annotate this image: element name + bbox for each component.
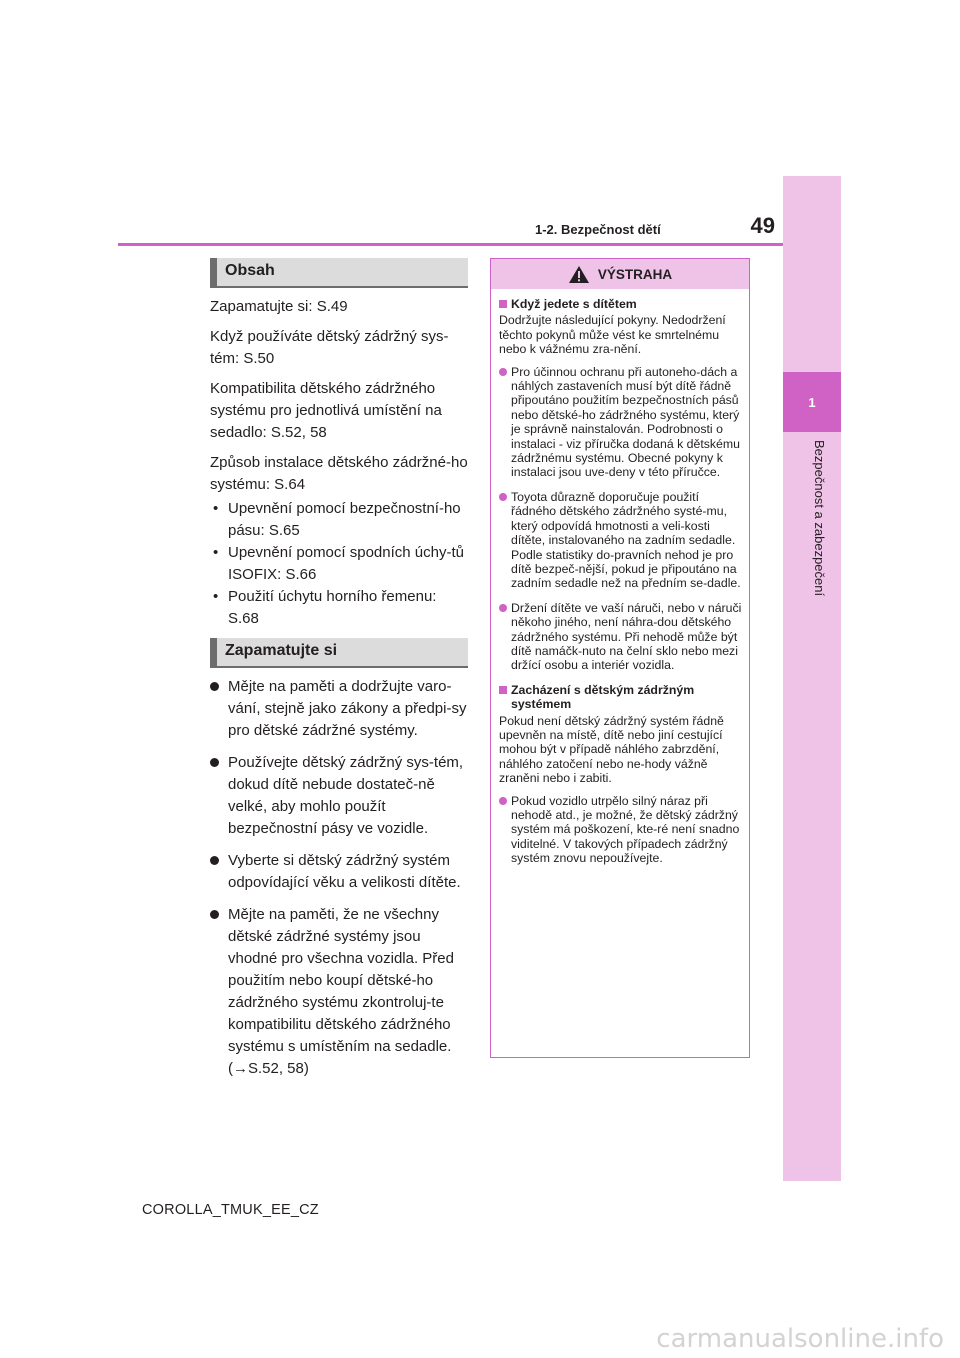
remember-item: Mějte na paměti, že ne všechny dětské zádržné systémy jsou vhodné pro všechna vozidla. Před použitím nebo koupí dětské-ho zádržného systému zkontroluj-te kompatibilitu dětského zádržného systému s umístěním na sedadle. (→S.52, 58): [210, 904, 470, 1080]
warning-text: Dodržujte následující pokyny. Nedodržení těchto pokynů může vést ke smrtelnému nebo k vážnému zra-nění.: [499, 313, 726, 357]
contents-sub-item: • Použití úchytu horního řemenu: S.68: [210, 586, 470, 630]
warning-header: [491, 259, 749, 289]
remember-list: [210, 676, 470, 1090]
contents-sub-item: • Upevnění pomocí spodních úchy-tů ISOFIX: S.66: [210, 542, 470, 586]
warning-point: Pokud vozidlo utrpělo silný náraz při nehodě atd., je možné, že dětský zádržný systém má poškození, kte-ré není snadno viditelné. V takových případech zádržný systém znovu nepoužívejte.: [499, 794, 743, 866]
warning-text: Pokud není dětský zádržný systém řádně upevněn na místě, dítě nebo jiní cestující mohou být v případě náhlého zabrzdění, náhlého zatočení nebo ne-hody vážně zraněni nebo i zabiti.: [499, 713, 724, 786]
warning-subheading: Zacházení s dětským zádržným systémem: [499, 683, 743, 712]
square-bullet-icon: [499, 686, 507, 694]
bullet-dot-icon: [210, 910, 219, 919]
remember-item: Mějte na paměti a dodržujte varo-vání, stejně jako zákony a předpi-sy pro dětské zádržné systémy.: [210, 676, 470, 742]
warning-point: Toyota důrazně doporučuje použití řádného dětského zádržného systé-mu, který odpovídá hmotnosti a veli-kosti dítěte, instalovaného na zadním sedadle. Podle statistiky do-pravních nehod je pro dítě bezpeč-nější, pokud je připoutáno na zadním sedadle než na předním se-dadle.: [499, 490, 743, 591]
remember-item: Používejte dětský zádržný sys-tém, dokud dítě nebude dostateč-ně velké, aby mohlo použít bezpečnostní pásy ve vozidle.: [210, 752, 470, 840]
warning-title: VÝSTRAHA: [597, 266, 673, 282]
circle-bullet-icon: [499, 368, 507, 376]
contents-item: Kompatibilita dětského zádržného systému pro jednotlivá umístění na sedadlo: S.52, 58: [210, 380, 442, 441]
contents-sub-list: [210, 498, 470, 630]
chapter-side-tab: [783, 176, 841, 1181]
circle-bullet-icon: [499, 797, 507, 805]
remember-item: Vyberte si dětský zádržný systém odpovídající věku a velikosti dítěte.: [210, 850, 470, 894]
warning-point: Pro účinnou ochranu při autoneho-dách a náhlých zastaveních musí být dítě řádně připoutáno použitím bezpečnostních pásů nebo dětské-ho zádržného systému, který je správně nainstalován. Podrobnosti o instalaci - viz příručka dodaná k dětskému zádržnému systému. Obecné pokyny k instalaci jsou uve-deny v této příručce.: [499, 365, 743, 480]
section-title: 1-2. Bezpečnost dětí: [535, 222, 661, 237]
circle-bullet-icon: [499, 604, 507, 612]
header-rule: [118, 243, 783, 246]
contents-item: Když používáte dětský zádržný sys-tém: S.50: [210, 328, 449, 367]
warning-point: Držení dítěte ve vaší náruči, nebo v náruči někoho jiného, není náhra-dou dětského zádržného systému. Při nehodě může být dítě namáčk-nuto na čelní sklo nebo mezi držící osobu a interiér vozidla.: [499, 601, 743, 673]
watermark: carmanualsonline.info: [656, 1324, 944, 1354]
warning-subheading: Když jedete s dítětem: [499, 297, 743, 311]
page-number: 49: [750, 213, 775, 238]
remember-heading: Zapamatujte si: [210, 638, 468, 668]
square-bullet-icon: [499, 300, 507, 308]
contents-item: Způsob instalace dětského zádržné-ho systému: S.64: [210, 454, 468, 493]
chapter-title: Bezpečnost a zabezpečení: [812, 440, 827, 597]
contents-list: [210, 296, 470, 630]
bullet-dot-icon: [210, 758, 219, 767]
warning-box: [490, 258, 750, 1058]
contents-heading: Obsah: [210, 258, 468, 288]
chapter-number: 1: [783, 372, 841, 432]
footer-code: COROLLA_TMUK_EE_CZ: [142, 1202, 319, 1218]
contents-sub-item: • Upevnění pomocí bezpečnostní-ho pásu: S.65: [210, 498, 470, 542]
warning-triangle-icon: [568, 265, 590, 284]
circle-bullet-icon: [499, 493, 507, 501]
bullet-dot-icon: [210, 682, 219, 691]
bullet-dot-icon: [210, 856, 219, 865]
contents-item: Zapamatujte si: S.49: [210, 298, 348, 315]
